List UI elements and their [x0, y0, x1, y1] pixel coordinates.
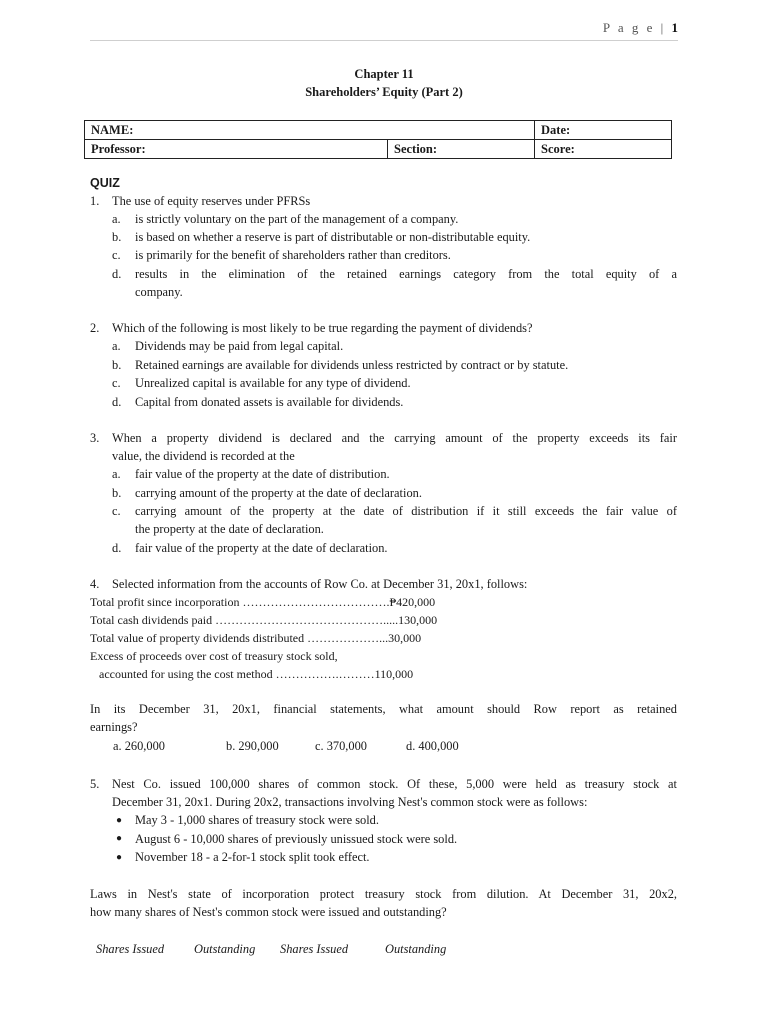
date-field[interactable]: Date:: [535, 121, 672, 140]
bullet-icon: ●: [116, 852, 123, 863]
page-number: 1: [671, 20, 678, 35]
chapter-title: Chapter 11: [354, 67, 414, 81]
q2-number: 2.: [90, 321, 100, 335]
q3-text-line2: value, the dividend is recorded at the: [112, 449, 295, 463]
q5-text-line2: December 31, 20x1. During 20x2, transactions involving Nest's common stock were as follows:: [112, 795, 588, 809]
q3-option-c-line2: the property at the date of declaration.: [135, 522, 324, 536]
q4-number: 4.: [90, 577, 100, 591]
name-field[interactable]: NAME:: [85, 121, 535, 140]
q5-column-header: Shares Issued: [280, 942, 349, 956]
score-field[interactable]: Score:: [535, 140, 672, 159]
q2-option-d: Capital from donated assets is available for dividends.: [135, 395, 404, 409]
bullet-icon: ●: [116, 815, 123, 826]
q1-option-d-line1: results in the elimination of the retained earnings category from the total equity of a: [135, 267, 677, 281]
q5-number: 5.: [90, 777, 100, 791]
q5-text-line1: Nest Co. issued 100,000 shares of common stock. Of these, 5,000 were held as treasury stock at: [112, 777, 677, 791]
q4-choice-b: b. 290,000: [226, 739, 279, 753]
q5-question-line2: how many shares of Nest's common stock were issued and outstanding?: [90, 905, 447, 919]
q3-number: 3.: [90, 431, 100, 445]
professor-field[interactable]: Professor:: [85, 140, 388, 159]
section-field[interactable]: Section:: [388, 140, 535, 159]
q3-option-b: carrying amount of the property at the date of declaration.: [135, 486, 422, 500]
q2-option-c: Unrealized capital is available for any type of dividend.: [135, 376, 411, 390]
q4-data-row: Total cash dividends paid …………………………………….....130,000: [90, 613, 438, 627]
q3-text-line1: When a property dividend is declared and the carrying amount of the property exceeds its fair: [112, 431, 677, 445]
q4-choice-c: c. 370,000: [315, 739, 367, 753]
chapter-subtitle: Shareholders’ Equity (Part 2): [305, 85, 463, 99]
q3-option-c-line1: carrying amount of the property at the date of distribution if it still exceeds the fair value of: [135, 504, 677, 518]
q4-data-row: Excess of proceeds over cost of treasury stock sold,: [90, 649, 338, 663]
q2-text: Which of the following is most likely to be true regarding the payment of dividends?: [112, 321, 533, 335]
q4-data-row: Total value of property dividends distributed ………………...30,000: [90, 631, 422, 645]
q1-option-b: is based on whether a reserve is part of distributable or non-distributable equity.: [135, 230, 531, 244]
q5-column-header: Shares Issued: [96, 942, 165, 956]
q5-bullet-1: May 3 - 1,000 shares of treasury stock were sold.: [135, 813, 379, 827]
q2-option-b: Retained earnings are available for dividends unless restricted by contract or by statute.: [135, 358, 569, 372]
q5-question-line1: Laws in Nest's state of incorporation protect treasury stock from dilution. At December 31, 20x2,: [90, 887, 677, 901]
q5-column-header: Outstanding: [194, 942, 256, 956]
q5-bullet-2: August 6 - 10,000 shares of previously unissued stock were sold.: [135, 832, 458, 846]
page-label: P a g e |: [602, 20, 666, 35]
bullet-icon: ●: [116, 833, 123, 844]
q5-bullet-3: November 18 - a 2-for-1 stock split took effect.: [135, 850, 370, 864]
page-header: [603, 20, 678, 36]
q1-option-a: is strictly voluntary on the part of the management of a company.: [135, 212, 459, 226]
q2-option-a: Dividends may be paid from legal capital.: [135, 339, 344, 353]
header-rule: [90, 40, 678, 41]
student-info-table: [84, 120, 672, 159]
q4-choice-a: a. 260,000: [113, 739, 165, 753]
q4-choice-d: d. 400,000: [406, 739, 459, 753]
q1-number: 1.: [90, 194, 100, 208]
q3-option-d: fair value of the property at the date of declaration.: [135, 541, 388, 555]
q4-question-line1: In its December 31, 20x1, financial statements, what amount should Row report as retained: [90, 702, 677, 716]
q4-question-line2: earnings?: [90, 720, 138, 734]
q4-text: Selected information from the accounts of Row Co. at December 31, 20x1, follows:: [112, 577, 528, 591]
q3-option-a: fair value of the property at the date of distribution.: [135, 467, 390, 481]
q5-column-header: Outstanding: [385, 942, 447, 956]
q1-option-c: is primarily for the benefit of shareholders rather than creditors.: [135, 248, 451, 262]
q1-text: The use of equity reserves under PFRSs: [112, 194, 311, 208]
quiz-heading: QUIZ: [90, 176, 120, 190]
q4-data-row: Total profit since incorporation ……………………………….₱420,000: [90, 595, 436, 609]
q1-option-d-line2: company.: [135, 285, 183, 299]
q4-data-row: accounted for using the cost method …………….………110,000: [90, 667, 414, 681]
